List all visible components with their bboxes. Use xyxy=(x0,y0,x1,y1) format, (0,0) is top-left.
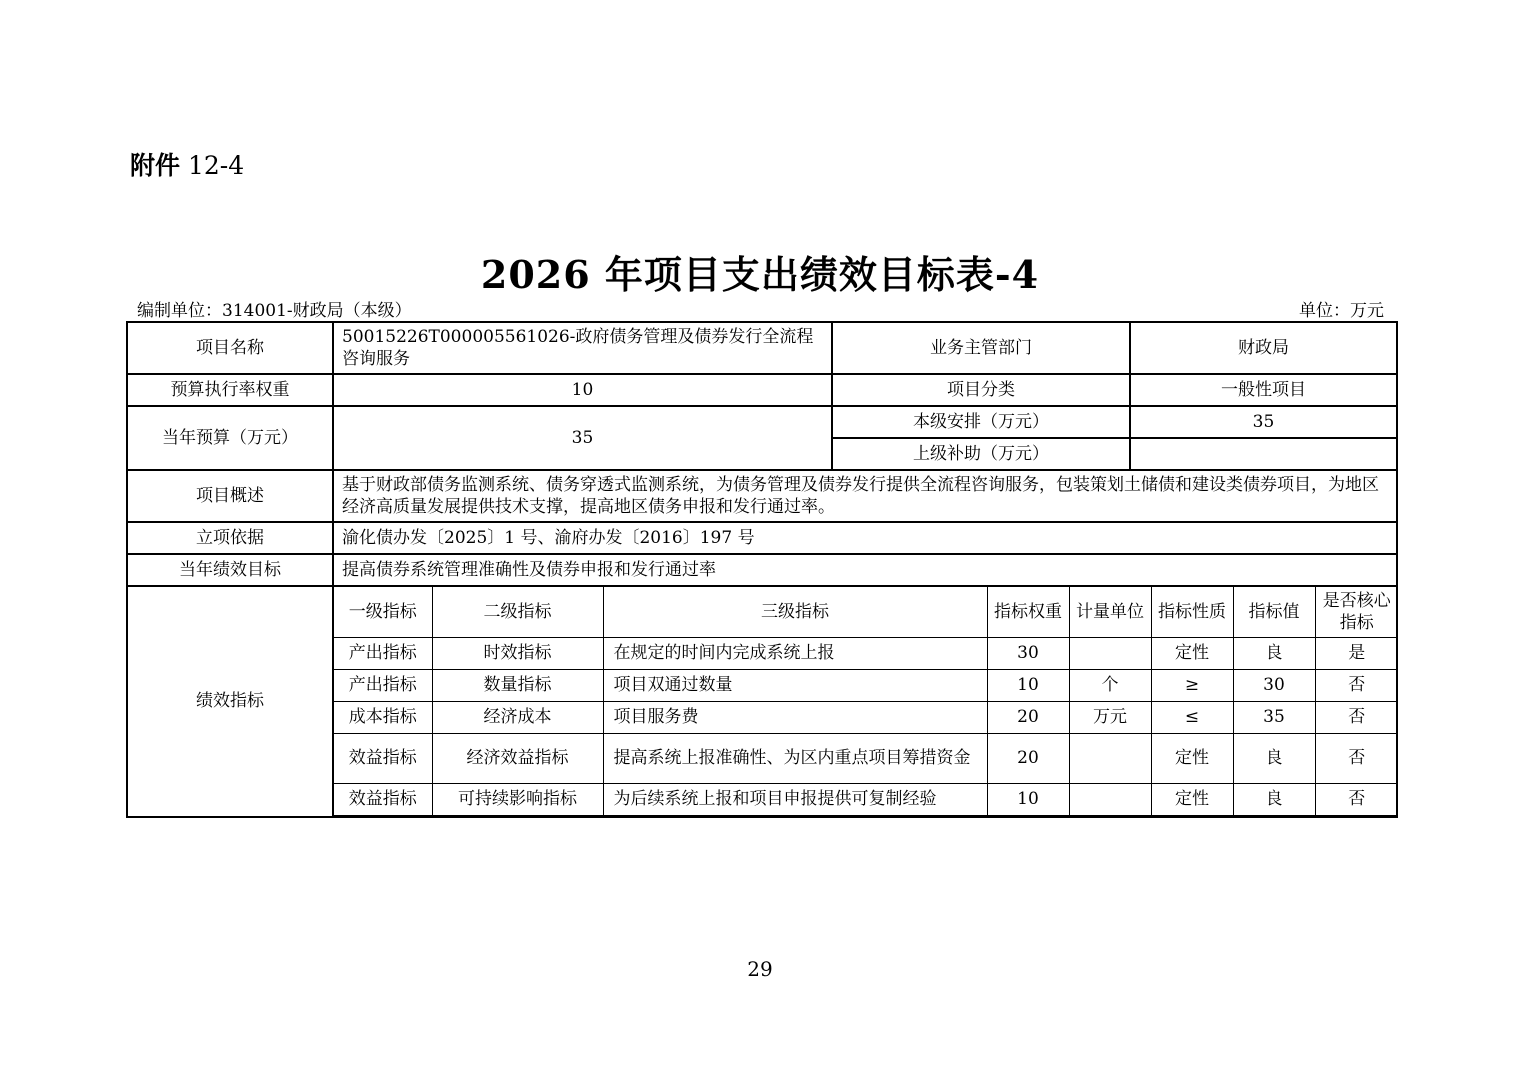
table-row xyxy=(334,701,1397,733)
attachment-label xyxy=(130,146,244,182)
cell-nature: 定性 xyxy=(1151,733,1233,783)
overview-label: 项目概述 xyxy=(127,470,333,522)
indicator-header-row xyxy=(334,587,1397,637)
cell-nature: ≥ xyxy=(1151,669,1233,701)
cell-value: 良 xyxy=(1233,733,1315,783)
cell-level1: 成本指标 xyxy=(334,701,432,733)
page-title: 2026 年项目支出绩效目标表-4 xyxy=(480,252,1040,297)
compiler-unit: 编制单位：314001-财政局（本级） xyxy=(137,301,412,321)
dept-value: 财政局 xyxy=(1130,322,1397,374)
cell-core: 是 xyxy=(1315,637,1397,669)
superior-subsidy-label: 上级补助（万元） xyxy=(832,438,1130,470)
cell-weight: 10 xyxy=(987,669,1069,701)
cell-level3: 提高系统上报准确性、为区内重点项目筹措资金 xyxy=(603,733,987,783)
cell-core: 否 xyxy=(1315,783,1397,815)
basis-value: 渝化债办发〔2025〕1 号、渝府办发〔2016〕197 号 xyxy=(333,522,1397,554)
attachment-prefix: 附件 xyxy=(130,151,181,180)
project-name-value: 50015226T000005561026-政府债务管理及债券发行全流程咨询服务 xyxy=(333,322,832,374)
cell-level3: 项目双通过数量 xyxy=(603,669,987,701)
cell-level3: 在规定的时间内完成系统上报 xyxy=(603,637,987,669)
cell-level2: 数量指标 xyxy=(432,669,603,701)
cell-unit: 个 xyxy=(1069,669,1151,701)
header-nature: 指标性质 xyxy=(1151,587,1233,637)
header-core: 是否核心指标 xyxy=(1315,587,1397,637)
annual-goal-label: 当年绩效目标 xyxy=(127,554,333,586)
header-level1: 一级指标 xyxy=(334,587,432,637)
header-level2: 二级指标 xyxy=(432,587,603,637)
cell-weight: 20 xyxy=(987,733,1069,783)
cell-nature: 定性 xyxy=(1151,637,1233,669)
table-row xyxy=(334,733,1397,783)
cell-level2: 时效指标 xyxy=(432,637,603,669)
cell-weight: 20 xyxy=(987,701,1069,733)
table-row xyxy=(334,669,1397,701)
cell-level3: 为后续系统上报和项目申报提供可复制经验 xyxy=(603,783,987,815)
project-name-label: 项目名称 xyxy=(127,322,333,374)
superior-subsidy-value xyxy=(1130,438,1397,470)
annual-budget-value: 35 xyxy=(333,406,832,470)
cell-value: 30 xyxy=(1233,669,1315,701)
cell-nature: ≤ xyxy=(1151,701,1233,733)
cell-unit xyxy=(1069,637,1151,669)
cell-level1: 产出指标 xyxy=(334,637,432,669)
cell-unit: 万元 xyxy=(1069,701,1151,733)
page-number: 29 xyxy=(747,957,773,981)
cell-unit xyxy=(1069,733,1151,783)
cell-weight: 30 xyxy=(987,637,1069,669)
annual-budget-label: 当年预算（万元） xyxy=(127,406,333,470)
currency-unit: 单位：万元 xyxy=(1299,301,1384,321)
indicator-table xyxy=(334,587,1397,816)
indicators-cell xyxy=(333,586,1397,817)
cell-core: 否 xyxy=(1315,701,1397,733)
cell-value: 良 xyxy=(1233,783,1315,815)
basis-label: 立项依据 xyxy=(127,522,333,554)
performance-target-table xyxy=(126,321,1398,818)
cell-level2: 可持续影响指标 xyxy=(432,783,603,815)
local-arrangement-value: 35 xyxy=(1130,406,1397,438)
cell-core: 否 xyxy=(1315,669,1397,701)
local-arrangement-label: 本级安排（万元） xyxy=(832,406,1130,438)
cell-level1: 效益指标 xyxy=(334,733,432,783)
dept-label: 业务主管部门 xyxy=(832,322,1130,374)
cell-level2: 经济成本 xyxy=(432,701,603,733)
cell-value: 35 xyxy=(1233,701,1315,733)
category-label: 项目分类 xyxy=(832,374,1130,406)
cell-level1: 效益指标 xyxy=(334,783,432,815)
cell-core: 否 xyxy=(1315,733,1397,783)
cell-level1: 产出指标 xyxy=(334,669,432,701)
header-weight: 指标权重 xyxy=(987,587,1069,637)
budget-rate-value: 10 xyxy=(333,374,832,406)
indicators-label: 绩效指标 xyxy=(127,586,333,817)
cell-unit xyxy=(1069,783,1151,815)
budget-rate-label: 预算执行率权重 xyxy=(127,374,333,406)
header-value: 指标值 xyxy=(1233,587,1315,637)
category-value: 一般性项目 xyxy=(1130,374,1397,406)
cell-level2: 经济效益指标 xyxy=(432,733,603,783)
attachment-number: 12-4 xyxy=(187,151,245,180)
overview-value: 基于财政部债务监测系统、债务穿透式监测系统，为债务管理及债券发行提供全流程咨询服务，包装策划土储债和建设类债券项目，为地区经济高质量发展提供技术支撑，提高地区债务申报和发行通过率。 xyxy=(333,470,1397,522)
cell-value: 良 xyxy=(1233,637,1315,669)
table-row xyxy=(334,783,1397,815)
cell-nature: 定性 xyxy=(1151,783,1233,815)
cell-weight: 10 xyxy=(987,783,1069,815)
header-unit: 计量单位 xyxy=(1069,587,1151,637)
annual-goal-value: 提高债券系统管理准确性及债券申报和发行通过率 xyxy=(333,554,1397,586)
table-row xyxy=(334,637,1397,669)
cell-level3: 项目服务费 xyxy=(603,701,987,733)
header-level3: 三级指标 xyxy=(603,587,987,637)
